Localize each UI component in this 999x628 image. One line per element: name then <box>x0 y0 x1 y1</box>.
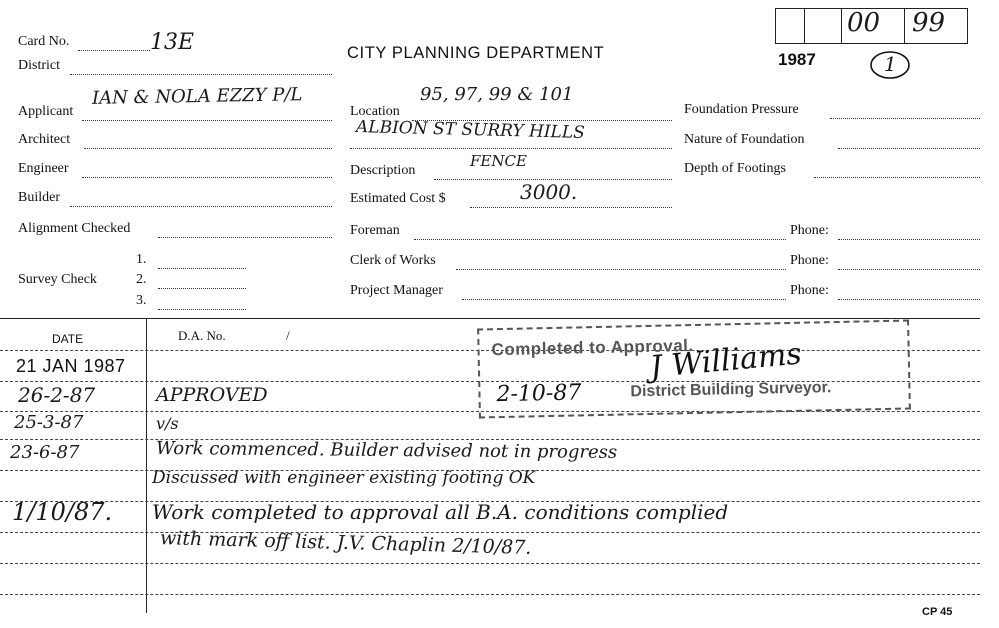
description-label: Description <box>350 163 416 178</box>
depth-of-footings-line <box>814 177 980 178</box>
year: 1987 <box>778 50 816 69</box>
applicant-label: Applicant <box>18 104 74 119</box>
row-text-2: APPROVED <box>156 384 268 406</box>
completion-stamp <box>477 319 911 418</box>
card-number-value: 13E <box>150 30 195 55</box>
applicant-line <box>82 120 332 121</box>
survey-line-2 <box>158 288 246 289</box>
estimated-cost-label: Estimated Cost $ <box>350 191 446 206</box>
survey-line-1 <box>158 268 246 269</box>
form-code: CP 45 <box>922 606 953 618</box>
phone-label-1: Phone: <box>790 223 829 238</box>
location-label: Location <box>350 104 400 119</box>
stamp-line-1: Completed to Approval. <box>491 336 694 360</box>
description-value: FENCE <box>470 152 527 170</box>
row-date-2: 26-2-87 <box>18 383 96 407</box>
location-value-2: ALBION ST SURRY HILLS <box>355 117 586 143</box>
estimated-cost-value: 3000. <box>520 180 578 204</box>
survey-item-1: 1. <box>136 252 147 267</box>
circled-number: 1 <box>884 52 897 76</box>
alignment-checked-label: Alignment Checked <box>18 221 131 236</box>
engineer-line <box>82 177 332 178</box>
applicant-value: IAN & NOLA EZZY P/L <box>91 84 303 109</box>
depth-of-footings-label: Depth of Footings <box>684 161 786 176</box>
clerk-of-works-label: Clerk of Works <box>350 253 436 268</box>
card-number-label: Card No. <box>18 34 70 49</box>
district-line <box>70 74 332 75</box>
number-box-value-3: 00 <box>847 8 881 38</box>
estimated-cost-line <box>470 207 672 208</box>
project-manager-line <box>462 299 786 300</box>
alignment-checked-line <box>158 237 332 238</box>
project-manager-label: Project Manager <box>350 283 443 298</box>
da-number-slash: / <box>286 328 290 343</box>
row-text-4: Work commenced. Builder advised not in progress <box>155 437 618 464</box>
row-text-6: Work completed to approval all B.A. conditions complied <box>152 500 729 524</box>
phone-label-2: Phone: <box>790 253 829 268</box>
survey-line-3 <box>158 309 246 310</box>
row-text-5: Discussed with engineer existing footing OK <box>152 468 536 488</box>
date-column-divider <box>146 318 147 613</box>
stamp-signature: J Williams <box>648 336 804 386</box>
row-date-4: 23-6-87 <box>10 442 80 463</box>
foundation-pressure-line <box>830 118 980 119</box>
phone-line-3 <box>838 299 980 300</box>
row-date-1: 21 JAN 1987 <box>16 356 126 376</box>
district-label: District <box>18 58 60 73</box>
date-header: DATE <box>52 332 84 346</box>
builder-line <box>70 206 332 207</box>
location-line-2 <box>350 148 672 149</box>
foreman-line <box>414 239 786 240</box>
table-top-border <box>0 318 980 319</box>
row-date-3: 25-3-87 <box>14 412 84 433</box>
table-row-line <box>0 439 980 440</box>
engineer-label: Engineer <box>18 161 69 176</box>
foundation-pressure-label: Foundation Pressure <box>684 102 799 117</box>
page-title: CITY PLANNING DEPARTMENT <box>347 44 605 62</box>
number-box-1 <box>775 8 805 44</box>
stamp-date: 2-10-87 <box>496 380 582 408</box>
foreman-label: Foreman <box>350 223 400 238</box>
phone-line-2 <box>838 269 980 270</box>
da-number-header: D.A. No. <box>178 328 226 343</box>
clerk-of-works-line <box>456 269 786 270</box>
row-text-7: with mark off list. J.V. Chaplin 2/10/87. <box>159 527 532 559</box>
table-row-line <box>0 563 980 564</box>
phone-line-1 <box>838 239 980 240</box>
table-row-line <box>0 594 980 595</box>
location-value-1: 95, 97, 99 & 101 <box>420 84 574 105</box>
survey-item-3: 3. <box>136 293 147 308</box>
survey-item-2: 2. <box>136 272 147 287</box>
architect-line <box>84 148 332 149</box>
nature-of-foundation-line <box>838 148 980 149</box>
stamp-line-2: District Building Surveyor. <box>630 379 832 401</box>
card-number-line <box>78 50 150 51</box>
number-box-value-4: 99 <box>912 8 946 38</box>
survey-check-label: Survey Check <box>18 272 97 287</box>
phone-label-3: Phone: <box>790 283 829 298</box>
row-text-3: v/s <box>156 414 179 433</box>
nature-of-foundation-label: Nature of Foundation <box>684 132 805 147</box>
number-box-2 <box>804 8 842 44</box>
architect-label: Architect <box>18 132 71 147</box>
table-row-line <box>0 532 980 533</box>
builder-label: Builder <box>18 190 60 205</box>
row-date-6: 1/10/87. <box>12 498 113 526</box>
